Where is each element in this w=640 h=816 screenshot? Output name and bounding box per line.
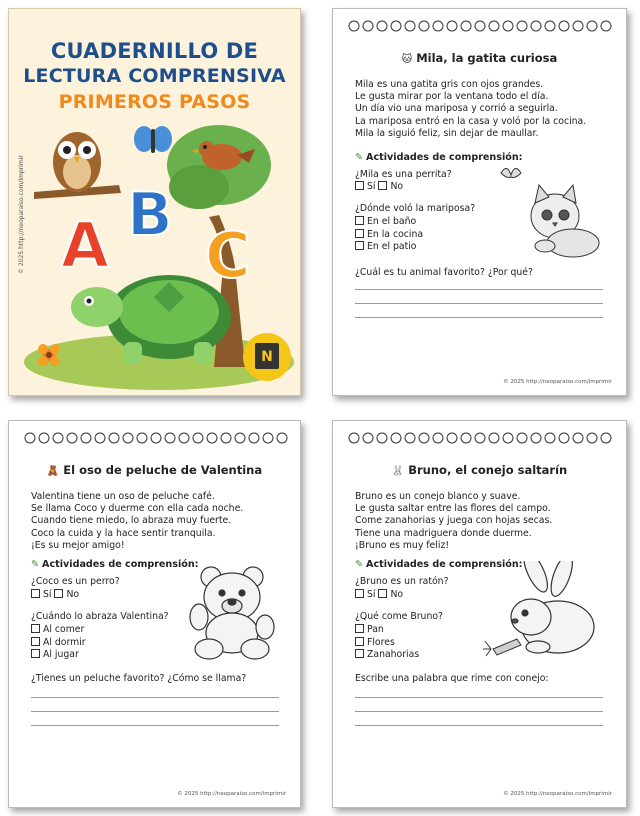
cover-title-line2: LECTURA COMPRENSIVA: [23, 65, 286, 87]
answer-line[interactable]: [355, 711, 603, 712]
decorative-border: [347, 19, 613, 33]
question-3: ¿Cuál es tu animal favorito? ¿Por qué?: [355, 267, 533, 278]
activities-heading: ✎ Actividades de comprensión:: [31, 559, 199, 570]
checkbox-option[interactable]: En el baño: [355, 216, 423, 229]
kitten-illustration: [493, 161, 605, 261]
pencil-icon: ✎: [31, 559, 40, 570]
pencil-icon: ✎: [355, 559, 364, 570]
worksheet-page-bruno: [332, 420, 627, 808]
story-text: Mila es una gatita gris con ojos grandes. Le gusta mirar por la ventana todo el día. Un día vio una mariposa y corrió a seguirla. La mariposa entró en la casa y voló por la cocina. Mila la siguió feliz, sin dejar de maullar.: [355, 79, 587, 139]
letter-a: A: [61, 209, 109, 282]
checkbox-option[interactable]: Flores: [355, 637, 419, 650]
question-2-options: [355, 216, 423, 254]
pencil-icon: ✎: [355, 152, 364, 163]
question-1-options: [355, 181, 403, 194]
checkbox-option[interactable]: En la cocina: [355, 229, 423, 242]
answer-line[interactable]: [355, 303, 603, 304]
checkbox-no[interactable]: No: [54, 589, 79, 600]
question-2-options: [31, 624, 86, 662]
question-1-options: [31, 589, 79, 602]
answer-line[interactable]: [31, 711, 279, 712]
cover-subtitle: PRIMEROS PASOS: [58, 91, 251, 113]
story-title: 🐱 Mila, la gatita curiosa: [401, 51, 558, 65]
answer-line[interactable]: [31, 697, 279, 698]
question-1: ¿Coco es un perro?: [31, 576, 120, 587]
question-1-options: [355, 589, 403, 602]
answer-line[interactable]: [355, 317, 603, 318]
question-2-options: [355, 624, 419, 662]
checkbox-si[interactable]: Sí: [31, 589, 51, 600]
page-footer: © 2025 http://neoparaiso.com/imprimir: [503, 791, 612, 797]
question-2: ¿Qué come Bruno?: [355, 611, 443, 622]
answer-line[interactable]: [355, 725, 603, 726]
checkbox-si[interactable]: Sí: [355, 589, 375, 600]
worksheet-page-coco: [8, 420, 301, 808]
butterfly-icon: [134, 126, 172, 153]
checkbox-option[interactable]: Pan: [355, 624, 419, 637]
answer-line[interactable]: [355, 289, 603, 290]
story-text: Bruno es un conejo blanco y suave. Le gusta saltar entre las flores del campo. Come zanahorias y juega con hojas secas. Tiene una madriguera donde duerme. ¡Bruno es muy feliz!: [355, 491, 553, 551]
letter-c: C: [205, 219, 251, 292]
brand-badge: [243, 333, 291, 381]
letter-b: B: [127, 180, 173, 250]
cover-illustration: [9, 117, 301, 396]
worksheet-page-mila: [332, 8, 627, 396]
answer-line[interactable]: [355, 697, 603, 698]
checkbox-option[interactable]: En el patio: [355, 241, 423, 254]
page-footer: © 2025 http://neoparaiso.com/imprimir: [503, 379, 612, 385]
question-2: ¿Dónde voló la mariposa?: [355, 203, 476, 214]
answer-line[interactable]: [31, 725, 279, 726]
story-title: 🧸 El oso de peluche de Valentina: [46, 463, 263, 477]
cover-copyright: © 2025 http://neoparaiso.com/imprimir: [18, 155, 25, 274]
activities-heading: ✎ Actividades de comprensión:: [355, 152, 523, 163]
teddy-bear-illustration: [181, 561, 281, 661]
badge-letter: N: [261, 349, 273, 365]
question-3: Escribe una palabra que rime con conejo:: [355, 673, 549, 684]
story-text: Valentina tiene un oso de peluche café. Se llama Coco y duerme con ella cada noche. Cuando tiene miedo, lo abraza muy fuerte. Coco la cuida y la hace sentir tranquila. ¡Es su mejor amigo!: [31, 491, 244, 551]
decorative-border: [347, 431, 613, 445]
activities-heading: ✎ Actividades de comprensión:: [355, 559, 523, 570]
checkbox-no[interactable]: No: [378, 589, 403, 600]
cat-icon: 🐱: [401, 54, 413, 65]
checkbox-option[interactable]: Al dormir: [31, 637, 86, 650]
checkbox-option[interactable]: Al jugar: [31, 649, 86, 662]
cover-title-line1: CUADERNILLO DE: [50, 39, 259, 63]
story-title: 🐰 Bruno, el conejo saltarín: [391, 463, 568, 477]
checkbox-option[interactable]: Al comer: [31, 624, 86, 637]
question-2: ¿Cuándo lo abraza Valentina?: [31, 611, 169, 622]
question-1: ¿Mila es una perrita?: [355, 169, 452, 180]
decorative-border: [23, 431, 289, 445]
page-footer: © 2025 http://neoparaiso.com/imprimir: [177, 791, 286, 797]
checkbox-no[interactable]: No: [378, 181, 403, 192]
owl-icon: [53, 132, 101, 192]
checkbox-option[interactable]: Zanahorias: [355, 649, 419, 662]
checkbox-si[interactable]: Sí: [355, 181, 375, 192]
cover-page: [8, 8, 301, 396]
rabbit-illustration: [483, 561, 603, 661]
rabbit-icon: 🐰: [391, 466, 405, 477]
question-3: ¿Tienes un peluche favorito? ¿Cómo se llama?: [31, 673, 247, 684]
teddy-bear-icon: 🧸: [46, 466, 60, 477]
question-1: ¿Bruno es un ratón?: [355, 576, 449, 587]
